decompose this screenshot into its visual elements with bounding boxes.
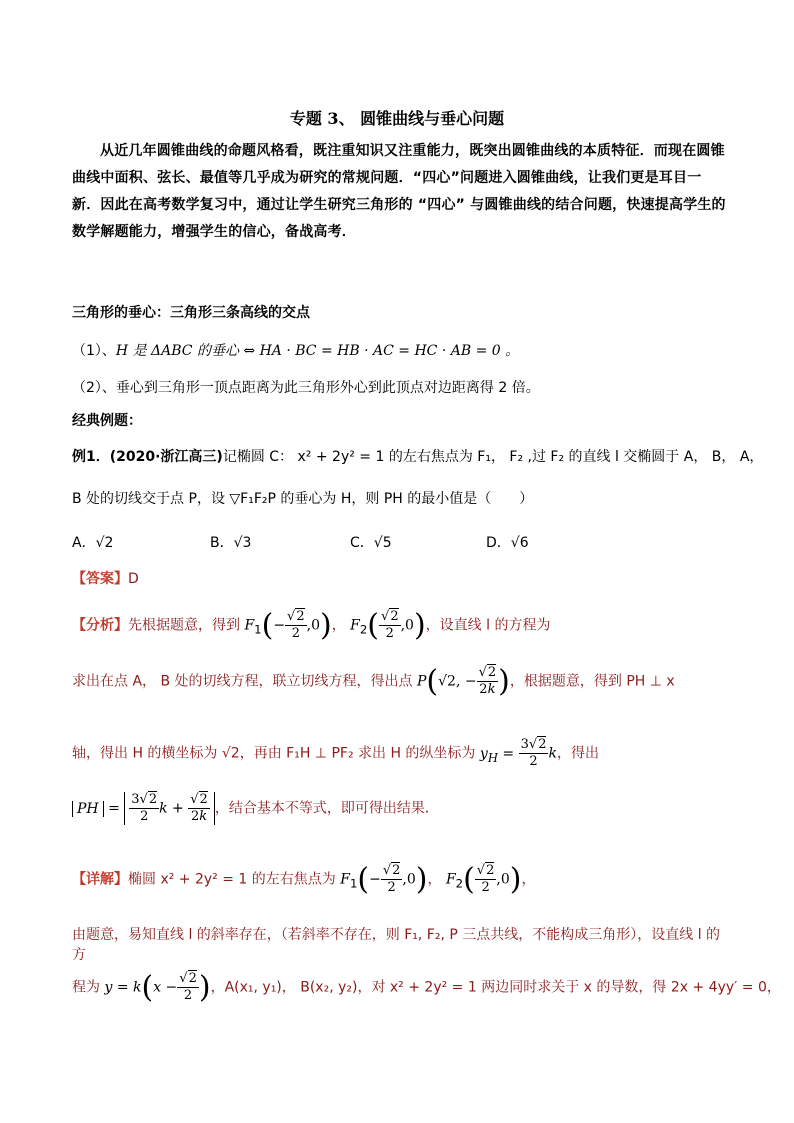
property-1-text: H 是 ΔABC 的垂心 ⇔ HA · BC = HB · AC = HC · AB = 0 。 <box>115 343 520 359</box>
answer-line <box>72 568 139 588</box>
analysis-text-3b: ，得出 <box>556 745 599 762</box>
examples-heading: 经典例题： <box>72 413 142 429</box>
detail-text-1a: 椭圆 x² + 2y² = 1 的左右焦点为 <box>128 871 336 888</box>
detail-label: 【详解】 <box>72 871 128 888</box>
analysis-line-4: PH = $\frac{3√2}{2}$ k + $\frac{√2}{2k}$ ，结合基本不等式，即可得出结果． <box>72 792 439 825</box>
detail-text-3a: 程为 <box>72 979 100 996</box>
definition-heading: 三角形的垂心：三角形三条高线的交点 <box>72 305 310 321</box>
analysis-text-4: ，结合基本不等式，即可得出结果． <box>214 800 439 817</box>
analysis-line-3: 轴，得出 H 的横坐标为 √2，再由 F₁H ⊥ PF₂ 求出 H 的纵坐标为 $y_H$ = $\frac{3√2}{2}$ k，得出 <box>72 737 599 769</box>
analysis-text-2a: 求出在点 A， B 处的切线方程，联立切线方程，得出点 <box>72 673 413 690</box>
analysis-text-3a: 轴，得出 H 的横坐标为 √2，再由 F₁H ⊥ PF₂ 求出 H 的纵坐标为 <box>72 745 476 762</box>
answer-label: 【答案】 <box>72 571 128 587</box>
detail-line-1: 【详解】椭圆 x² + 2y² = 1 的左右焦点为 $F_1(-$ $\frac{√2}{2}$ ,0)， $F_2$( $\frac{√2}{2}$ ,0)， <box>72 862 536 897</box>
option-c: C．√5 <box>350 535 392 551</box>
option-b: B．√3 <box>210 535 252 551</box>
example-1-label: 例1．(2020·浙江高三) <box>72 449 223 465</box>
analysis-text-2b: 根据题意，得到 PH ⊥ x <box>523 673 675 690</box>
intro-paragraph: 从近几年圆锥曲线的命题风格看，既注重知识又注重能力，既突出圆锥曲线的本质特征．而现在圆锥曲线中面积、弦长、最值等几乎成为研究的常规问题．“四心”问题进入圆锥曲线，让我们更是耳目一新．因此在高考数学复习中，通过让学生研究三角形的 “四心” 与圆锥曲线的结合问题，快速提高学生的数学解题能力，增强学生的信心，备战高考． <box>72 143 726 240</box>
analysis-label: 【分析】 <box>72 617 128 634</box>
page-title: 专题 3、 圆锥曲线与垂心问题 <box>289 109 505 128</box>
detail-line-3: 程为 y = k(x − $\frac{√2}{2}$ )，A(x₁, y₁)， B(x₂, y₂)，对 x² + 2y² = 1 两边同时求关于 x 的导数，得 2x + 4yy′ = 0， <box>72 970 781 1005</box>
analysis-line-2: 求出在点 A， B 处的切线方程，联立切线方程，得出点 P(√2, − $\frac{√2}{2k}$ )，根据题意，得到 PH ⊥ x <box>72 664 675 699</box>
example-1-line-1 <box>72 446 763 466</box>
option-d: D．√6 <box>486 535 529 551</box>
analysis-line-1: 【分析】先根据题意，得到 $F_1(-$ $\frac{√2}{2}$ ,0)， $F_2$( $\frac{√2}{2}$ ,0)，设直线 l 的方程为 <box>72 608 551 643</box>
property-2: （2）、垂心到三角形一顶点距离为此三角形外心到此顶点对边距离得 2 倍。 <box>72 380 540 396</box>
option-a: A．√2 <box>72 535 114 551</box>
property-1-prefix: （1）、 <box>72 343 116 359</box>
detail-line-2: 由题意，易知直线 l 的斜率存在，（若斜率不存在，则 F₁, F₂, P 三点共线，不能构成三角形），设直线 l 的方 <box>72 927 721 963</box>
example-1-line-2: B 处的切线交于点 P，设 ▽F₁F₂P 的垂心为 H，则 PH 的最小值是（ ） <box>72 491 534 507</box>
property-1 <box>72 340 519 360</box>
analysis-text-1b: ，设直线 l 的方程为 <box>425 617 551 634</box>
example-1-text-1: 记椭圆 C： x² + 2y² = 1 的左右焦点为 F₁， F₂ ,过 F₂ 的直线 l 交椭圆于 A， B， A， <box>222 449 764 465</box>
analysis-text-1a: 先根据题意，得到 <box>128 617 240 634</box>
detail-text-3b: ，A(x₁, y₁)， B(x₂, y₂)，对 x² + 2y² = 1 两边同时求关于 x 的导数，得 2x + 4yy′ = 0， <box>210 979 781 996</box>
answer-value: D <box>128 571 139 587</box>
